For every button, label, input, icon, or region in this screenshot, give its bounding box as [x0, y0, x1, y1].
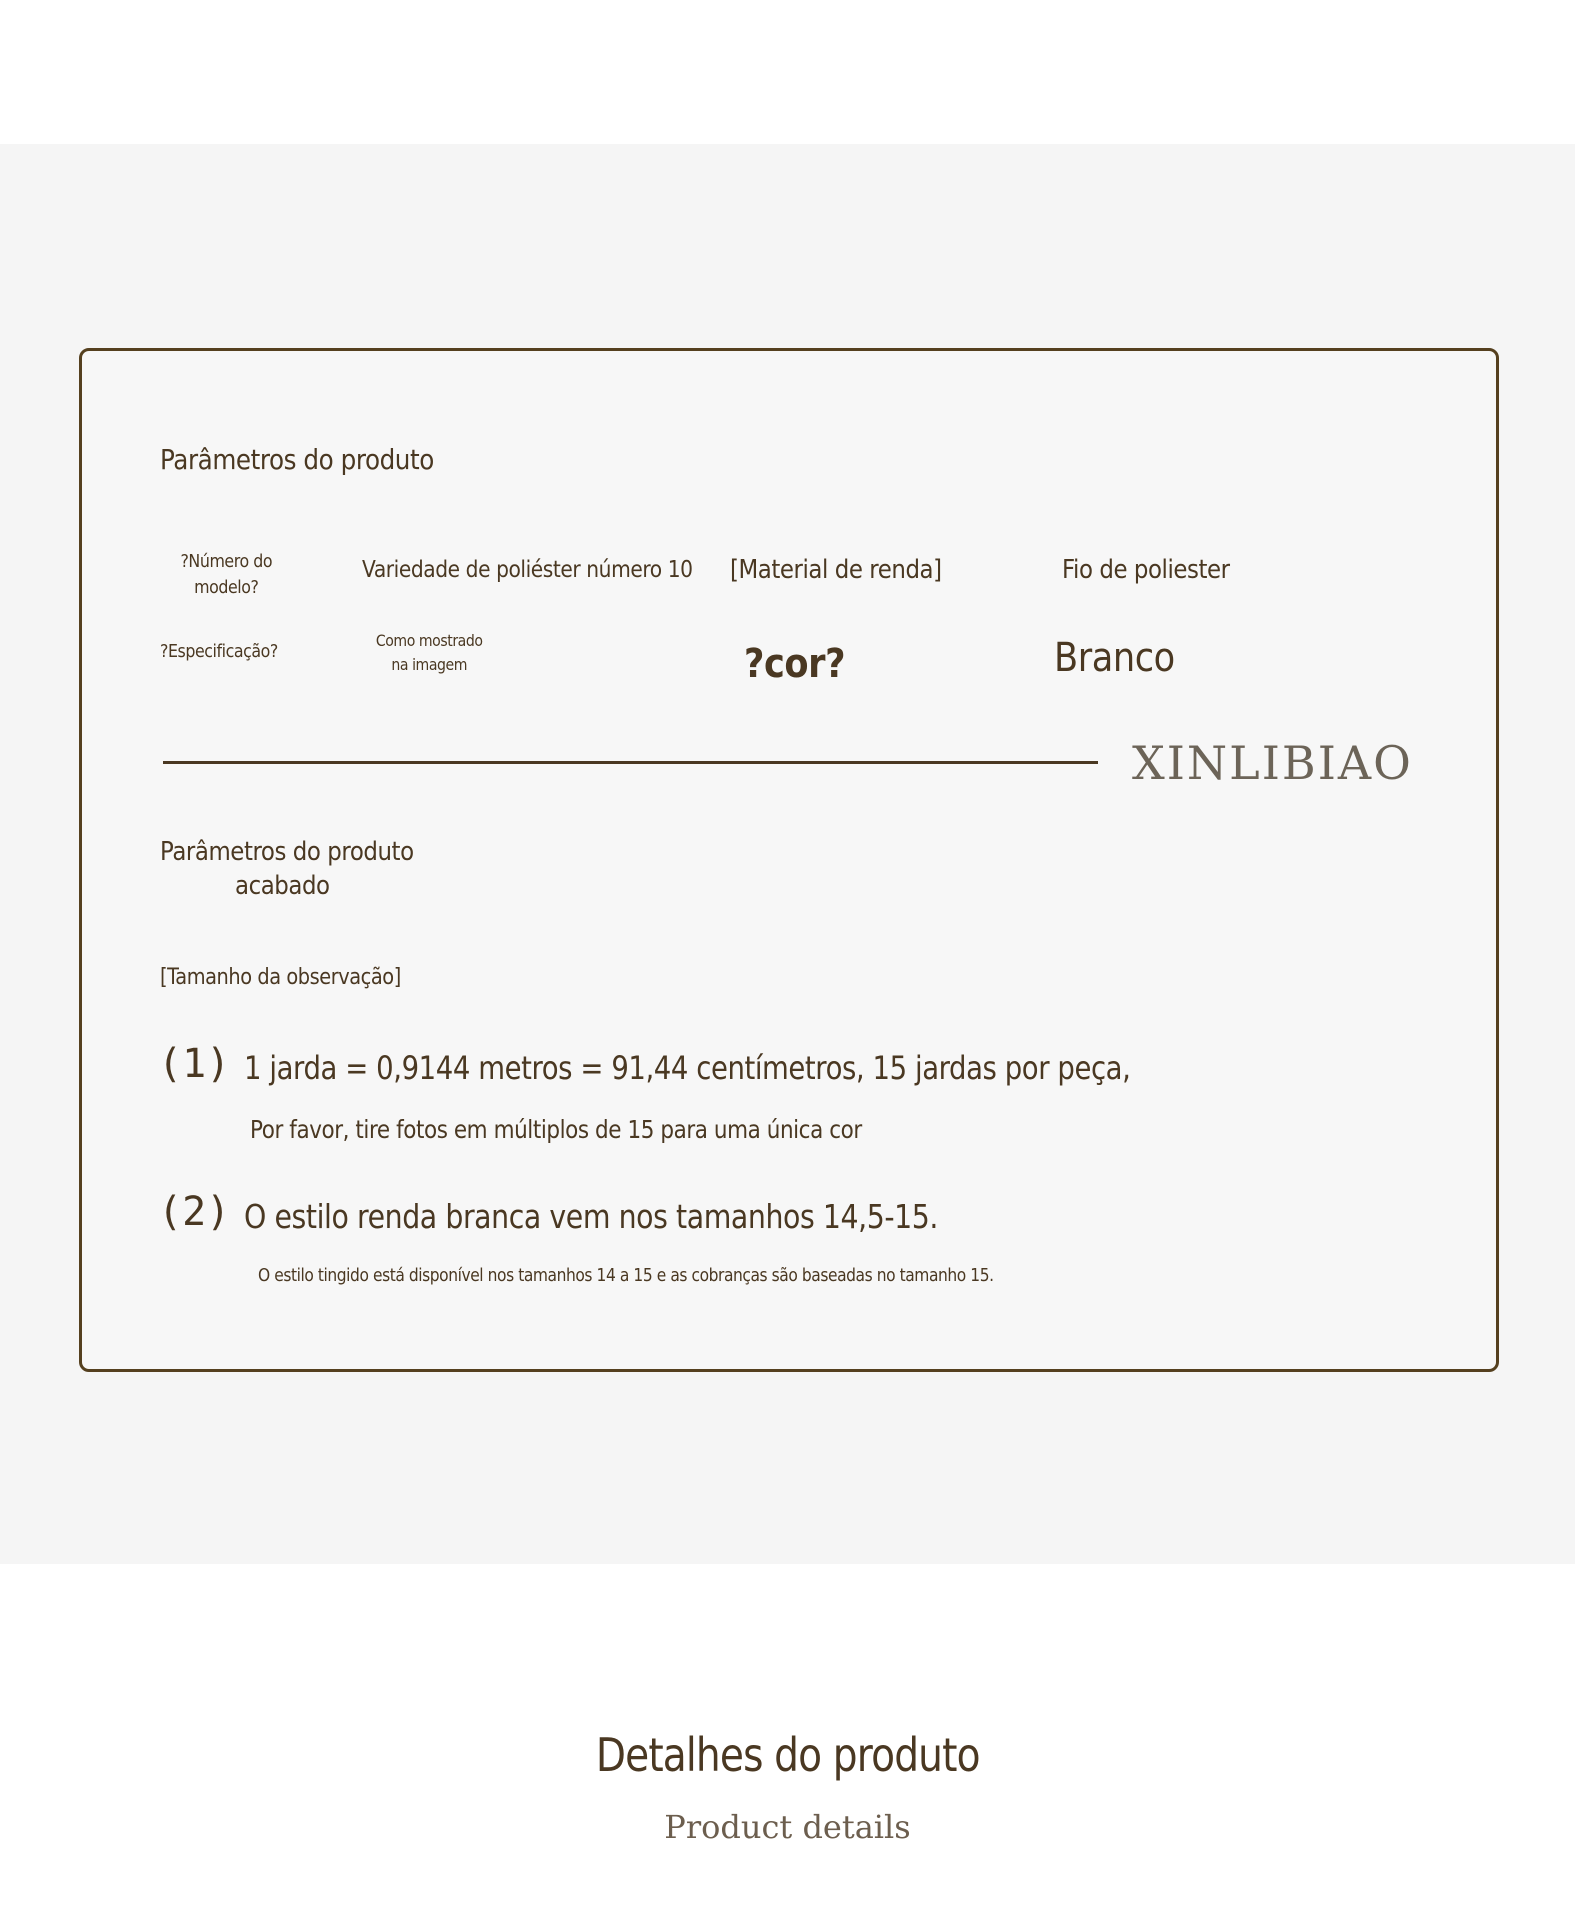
item2-number: (2) — [158, 1189, 231, 1235]
spec-label: ?Especificação? — [160, 641, 278, 662]
note-label: [Tamanho da observação] — [160, 965, 401, 990]
finished-title — [160, 835, 414, 903]
params-title: Parâmetros do produto — [160, 443, 434, 476]
item2-text: O estilo renda branca vem nos tamanhos 14,5-15. — [244, 1197, 939, 1236]
details-title — [0, 1728, 1575, 1782]
finished-title-line2: acabado — [235, 871, 330, 901]
item2-subtext: O estilo tingido está disponível nos tamanhos 14 a 15 e as cobranças são baseadas no tamanho 15. — [258, 1265, 994, 1286]
model-value: Variedade de poliéster número 10 — [362, 557, 693, 583]
spec-value-line1: Como mostrado — [375, 631, 483, 650]
model-label — [170, 549, 283, 601]
material-label: [Material de renda] — [730, 555, 942, 585]
material-value: Fio de poliester — [1062, 555, 1230, 585]
spec-value — [372, 629, 486, 677]
item1-number: (1) — [158, 1041, 231, 1087]
model-label-line2: modelo? — [194, 577, 259, 598]
divider-line — [163, 761, 1098, 764]
color-value: Branco — [1054, 635, 1175, 681]
product-parameters-card — [79, 348, 1499, 1372]
finished-title-line1: Parâmetros do produto — [160, 837, 414, 867]
spec-value-line2: na imagem — [391, 655, 468, 674]
item1-subtext: Por favor, tire fotos em múltiplos de 15 para uma única cor — [250, 1115, 862, 1144]
brand-logo: XINLIBIAO — [1132, 736, 1413, 790]
model-label-line1: ?Número do — [180, 551, 273, 572]
item1-text: 1 jarda = 0,9144 metros = 91,44 centímetros, 15 jardas por peça, — [244, 1049, 1131, 1087]
details-subtitle: Product details — [664, 1808, 911, 1846]
details-title-text: Detalhes do produto — [595, 1728, 980, 1782]
color-label: ?cor? — [744, 641, 846, 687]
